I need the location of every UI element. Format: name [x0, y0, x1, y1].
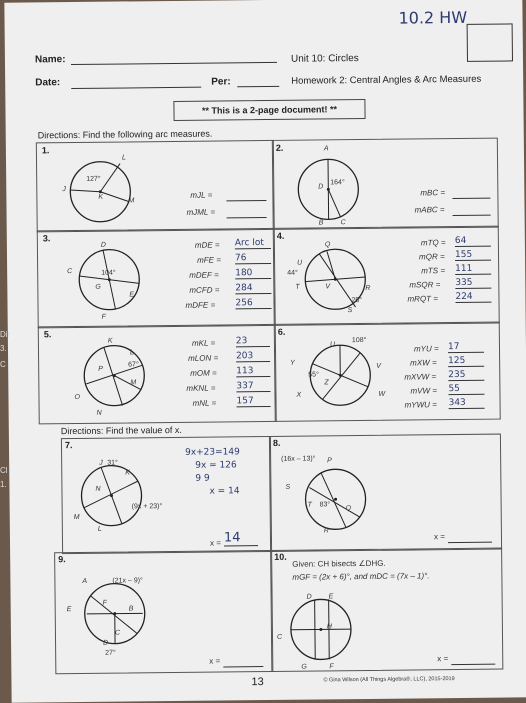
problem-2-circle-diagram — [290, 149, 371, 226]
margin-scrap-4: Cl — [0, 466, 8, 475]
point-Q-4: Q — [325, 241, 331, 248]
point-M-1: M — [128, 197, 134, 204]
point-D-10: D — [307, 594, 312, 601]
problem-5-angle: 67° — [128, 361, 139, 368]
p4-row-1: mTQ = 64 — [407, 236, 493, 251]
p4-row-3: mTS = 111 — [407, 264, 493, 279]
p5-answer-1[interactable]: 23 — [236, 336, 270, 347]
p5-answer-3[interactable]: 113 — [236, 366, 270, 377]
point-A-9: A — [82, 578, 87, 585]
p4-row-5: mRQT = 224 — [407, 292, 493, 307]
point-D-2: D — [318, 183, 323, 190]
p5-row-5: mNL = 157 — [186, 396, 272, 412]
p1-question-2: mJML = — [187, 208, 216, 217]
name-field[interactable] — [71, 62, 277, 65]
point-F-3: F — [102, 314, 106, 321]
p6-row-5: mYWU = 343 — [405, 398, 495, 413]
p5-row-2: mLON = 203 — [186, 351, 272, 367]
problem-1-angle: 127° — [86, 176, 101, 183]
score-box — [467, 23, 513, 61]
problem-7-angle-31: 31° — [107, 460, 118, 467]
work-line-4: x = 14 — [185, 485, 240, 499]
worksheet-page — [4, 0, 526, 703]
point-L-7: L — [98, 526, 102, 533]
problem-3-angle: 104° — [101, 270, 116, 277]
p4-row-4: mSQR = 335 — [407, 278, 493, 293]
problem-7-circle-diagram — [71, 455, 158, 536]
problem-8-angle-83: 83° — [320, 501, 331, 508]
point-R-8: R — [324, 527, 329, 534]
page-number: 13 — [251, 676, 263, 688]
p4-row-2: mQR = 155 — [407, 250, 493, 265]
point-B-9: B — [129, 605, 134, 612]
name-label: Name: — [35, 54, 66, 65]
problem-1-circle-diagram — [60, 151, 151, 228]
date-field[interactable] — [71, 87, 201, 89]
p5-answer-5[interactable]: 157 — [236, 396, 270, 407]
directions-find-x: Directions: Find the value of x. — [61, 425, 182, 436]
point-N-7: N — [95, 486, 100, 493]
point-V-4: V — [325, 283, 330, 290]
point-F-10: F — [329, 663, 333, 670]
p4-answer-4[interactable]: 335 — [455, 278, 491, 289]
directions-arc-measures: Directions: Find the following arc measures. — [38, 129, 213, 141]
period-field[interactable] — [237, 86, 279, 87]
point-S-8: S — [285, 484, 290, 491]
point-Y-6: Y — [290, 360, 295, 367]
point-Z-6: Z — [324, 379, 328, 386]
p6-answer-1[interactable]: 17 — [448, 342, 484, 353]
point-C-3: C — [67, 268, 72, 275]
point-B-2: B — [319, 219, 324, 226]
p3-answer-5[interactable]: 256 — [235, 298, 271, 309]
point-S-4: S — [348, 307, 353, 314]
problem-6-angle-108: 108° — [352, 337, 367, 344]
work-line-1: 9x+23=149 — [185, 446, 240, 460]
problem-9-circle-diagram — [74, 575, 165, 652]
problem-2-angle: 164° — [330, 179, 345, 186]
problem-9-angle-expr: (21x – 9)° — [112, 577, 143, 584]
p3-row-2: mFE = 76 — [185, 253, 271, 269]
p3-row-5: mDFE = 256 — [185, 298, 271, 314]
point-D-9: D — [103, 640, 108, 647]
point-G-3: G — [95, 284, 101, 291]
p6-row-2: mXW = 125 — [404, 356, 494, 371]
problem-1-number: 1. — [42, 145, 50, 155]
per-label: Per: — [211, 76, 231, 87]
problem-8-number: 8. — [273, 438, 281, 448]
point-C-9: C — [115, 630, 120, 637]
point-U-4: U — [297, 260, 302, 267]
p5-answer-4[interactable]: 337 — [236, 381, 270, 392]
point-K-5: K — [108, 338, 113, 345]
problem-9-angle-27: 27° — [105, 650, 116, 657]
unit-title: Unit 10: Circles — [291, 53, 359, 65]
p4-answer-3[interactable]: 111 — [455, 264, 491, 275]
problem-3-circle-diagram — [67, 239, 154, 322]
p6-answer-list — [404, 342, 495, 413]
problem-8-circle-diagram — [293, 459, 380, 540]
problem-7-angle-expr: (9x + 23)° — [132, 503, 163, 510]
work-line-2: 9x = 126 — [185, 459, 240, 473]
problem-8-angle-expr: (16x – 13)° — [281, 455, 315, 462]
point-R-4: R — [365, 285, 370, 292]
point-M-5: M — [130, 379, 136, 386]
point-O-5: O — [74, 394, 80, 401]
p7-x-answer[interactable]: 14 — [224, 530, 258, 546]
point-N-5: N — [97, 410, 102, 417]
p4-answer-5[interactable]: 224 — [455, 292, 491, 303]
p6-row-1: mYU = 17 — [404, 342, 494, 357]
point-K-7: K — [125, 469, 130, 476]
two-page-notice: ** This is a 2-page document! ** — [173, 99, 365, 121]
margin-scrap-5: 1. — [0, 480, 7, 489]
p5-row-1: mKL = 23 — [186, 336, 272, 352]
problem-4-angle-44: 44° — [287, 270, 298, 277]
handwritten-title: 10.2 HW — [398, 8, 467, 28]
point-P-8: P — [327, 457, 332, 464]
p3-answer-3[interactable]: 180 — [235, 268, 271, 279]
point-L-1: L — [122, 154, 126, 161]
date-label: Date: — [35, 77, 60, 88]
problem-3-number: 3. — [43, 233, 51, 243]
point-C-10: C — [277, 634, 282, 641]
point-E-9: E — [67, 606, 72, 613]
p6-answer-3[interactable]: 235 — [448, 370, 484, 381]
p3-answer-list — [185, 238, 272, 314]
problem-6-angle-55: 55° — [308, 371, 319, 378]
point-A-2: A — [324, 145, 329, 152]
point-V-6: V — [376, 363, 381, 370]
work-line-3: 9 9 — [185, 472, 240, 486]
margin-scrap-2: 3. — [0, 344, 7, 353]
p6-row-4: mVW = 55 — [404, 384, 494, 399]
margin-scrap-3: C — [0, 360, 6, 369]
problem-7-work — [185, 446, 240, 499]
p3-row-3: mDEF = 180 — [185, 268, 271, 284]
point-Q-8: Q — [346, 505, 352, 512]
point-P-5: P — [98, 366, 103, 373]
problem-2-number: 2. — [276, 143, 284, 153]
problem-6-number: 6. — [278, 327, 286, 337]
problem-4-number: 4. — [277, 231, 285, 241]
problem-10-circle-diagram — [277, 591, 368, 670]
point-T-8: T — [308, 502, 312, 509]
point-U-6: U — [330, 341, 335, 348]
problem-7-number: 7. — [65, 440, 73, 450]
p8-x-label: x = — [434, 532, 445, 541]
problem-9-number: 9. — [58, 554, 66, 564]
p6-answer-4[interactable]: 55 — [448, 384, 484, 395]
p4-answer-1[interactable]: 64 — [455, 236, 491, 247]
point-J-1: J — [62, 186, 66, 193]
p5-row-4: mKNL = 337 — [186, 381, 272, 397]
point-H-10: H — [327, 623, 332, 630]
p5-answer-list — [186, 336, 273, 412]
point-G-10: G — [301, 664, 307, 671]
p6-answer-2[interactable]: 125 — [448, 356, 484, 367]
p3-answer-2[interactable]: 76 — [235, 253, 271, 264]
point-M-7: M — [74, 514, 80, 521]
point-D-3: D — [101, 242, 106, 249]
p10-x-label: x = — [437, 654, 448, 663]
point-L-5: L — [130, 349, 134, 356]
p6-row-3: mXVW = 235 — [404, 370, 494, 385]
point-C-2: C — [341, 219, 346, 226]
point-X-6: X — [296, 392, 301, 399]
margin-scrap-1: Dir — [0, 330, 10, 339]
p9-x-label: x = — [209, 657, 220, 666]
p6-answer-5[interactable]: 343 — [449, 398, 485, 409]
p5-answer-2[interactable]: 203 — [236, 351, 270, 362]
copyright: © Gina Wilson (All Things Algebra®, LLC), 2015-2019 — [323, 676, 454, 683]
p3-answer-1[interactable]: Arc lot — [235, 238, 271, 249]
p5-row-3: mOM = 113 — [186, 366, 272, 382]
p3-row-4: mCFD = 284 — [185, 283, 271, 299]
problem-4-circle-diagram — [291, 237, 382, 320]
point-E-10: E — [329, 593, 334, 600]
p3-row-1: mDE = Arc lot — [185, 238, 271, 254]
problem-5-circle-diagram — [74, 335, 161, 418]
point-F-9: F — [103, 600, 107, 607]
p2-question-1: mBC = — [420, 188, 445, 197]
problem-10-given-arcs: mGF = (2x + 6)°, and mDC = (7x – 1)°. — [292, 571, 429, 581]
homework-title: Homework 2: Central Angles & Arc Measures — [291, 74, 481, 87]
p2-question-2: mABC = — [414, 205, 444, 214]
point-T-4: T — [295, 284, 299, 291]
problem-4-angle-25: 25° — [351, 297, 362, 304]
problem-10-number: 10. — [274, 552, 287, 562]
p7-x-label: x = — [210, 538, 221, 547]
point-J-7: J — [99, 460, 103, 467]
p4-answer-list — [407, 236, 494, 307]
point-W-6: W — [378, 391, 385, 398]
problem-5-number: 5. — [44, 329, 52, 339]
point-E-3: E — [129, 291, 134, 298]
p3-answer-4[interactable]: 284 — [235, 283, 271, 294]
point-K-1: K — [98, 194, 103, 201]
p1-question-1: mJL = — [190, 191, 212, 200]
problem-10-given: Given: CH bisects ∠DHG. — [292, 559, 386, 569]
p4-answer-2[interactable]: 155 — [455, 250, 491, 261]
